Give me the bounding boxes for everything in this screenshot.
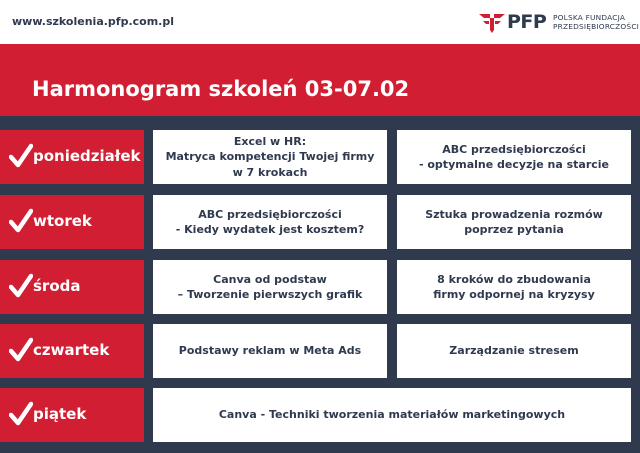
session-cell[interactable] [153,195,387,249]
top-bar [0,0,640,44]
checkmark-icon [9,208,33,234]
session-title: 8 kroków do zbudowania firmy odpornej na kryzysy [433,272,595,301]
session-title: Zarządzanie stresem [449,344,579,358]
pfp-logo-icon [477,10,507,34]
page-title: Harmonogram szkoleń 03-07.02 [32,77,410,101]
day-label-tuesday [0,195,144,249]
session-cell-wide[interactable] [153,388,631,442]
session-title: Sztuka prowadzenia rozmów poprzez pytania [425,207,603,236]
logo-organization-name [553,13,640,31]
day-label-wednesday [0,260,144,314]
session-title: ABC przedsiębiorczości - optymalne decyzje na starcie [418,142,609,171]
day-label-friday [0,388,144,442]
session-cell[interactable] [153,260,387,314]
checkmark-icon [9,273,33,299]
session-cell[interactable] [153,130,387,184]
logo-org-line-2: PRZEDSIĘBIORCZOŚCI [553,22,640,31]
day-label-thursday [0,324,144,378]
logo-org-line-1: POLSKA FUNDACJA [553,13,626,22]
checkmark-icon [9,401,33,427]
site-url-link[interactable]: www.szkolenia.pfp.com.pl [12,15,174,28]
checkmark-icon [9,143,33,169]
session-title: Podstawy reklam w Meta Ads [178,344,362,358]
session-cell[interactable] [397,324,631,378]
day-name: piątek [33,405,87,423]
session-title: Excel w HR: Matryca kompetencji Twojej firmy w 7 krokach [165,134,375,179]
checkmark-icon [9,337,33,363]
day-label-monday [0,130,144,184]
session-title: Canva - Techniki tworzenia materiałów marketingowych [218,408,566,422]
session-cell[interactable] [397,195,631,249]
session-title: ABC przedsiębiorczości - Kiedy wydatek jest kosztem? [175,207,365,236]
schedule-header [0,44,640,116]
day-name: środa [33,277,81,295]
day-name: poniedziałek [33,147,141,165]
logo-wordmark: PFP [507,11,547,33]
day-name: wtorek [33,212,92,230]
session-title: Canva od podstaw – Tworzenie pierwszych grafik [177,272,363,301]
session-cell[interactable] [397,260,631,314]
day-name: czwartek [33,341,110,359]
session-cell[interactable] [397,130,631,184]
session-cell[interactable] [153,324,387,378]
